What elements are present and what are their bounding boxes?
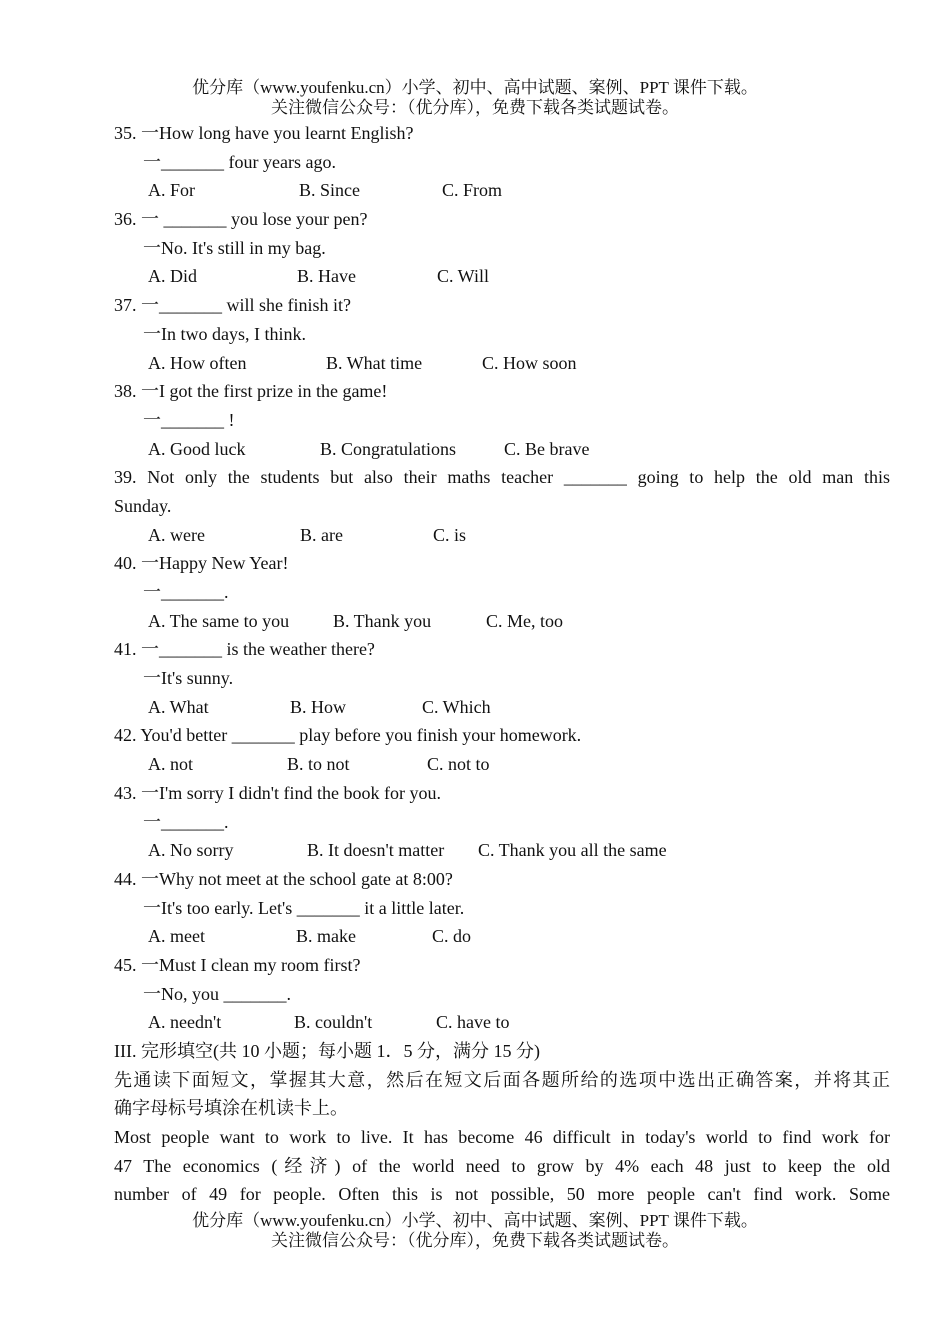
question-36 bbox=[114, 205, 890, 291]
option-c: C. Which bbox=[422, 696, 491, 717]
option-b: B. make bbox=[296, 926, 356, 947]
option-b: B. Since bbox=[299, 180, 360, 201]
question-42 bbox=[114, 721, 890, 778]
options-row bbox=[114, 693, 890, 722]
passage-line-3: number of 49 for people. Often this is not possible, 50 more people can't find work. Some bbox=[114, 1184, 890, 1205]
option-b: B. couldn't bbox=[294, 1012, 373, 1033]
option-b: B. Have bbox=[297, 266, 356, 287]
question-text: 43. 一I'm sorry I didn't find the book for you. bbox=[114, 782, 441, 803]
option-a: A. What bbox=[148, 696, 209, 717]
question-35 bbox=[114, 119, 890, 205]
answer-line: 一It's sunny. bbox=[143, 668, 234, 689]
option-b: B. It doesn't matter bbox=[307, 840, 445, 861]
option-c: C. not to bbox=[427, 754, 490, 775]
options-row bbox=[114, 176, 890, 205]
options-row bbox=[114, 435, 890, 464]
answer-line: 一_______. bbox=[143, 582, 229, 602]
option-a: A. needn't bbox=[148, 1012, 222, 1033]
option-a: A. No sorry bbox=[148, 840, 234, 861]
options-row bbox=[114, 750, 890, 779]
option-a: A. not bbox=[148, 754, 193, 775]
question-text-continued: Sunday. bbox=[114, 495, 172, 516]
passage-line-2: 47 The economics (经济) of the world need to grow by 4% each 48 just to keep the old bbox=[114, 1155, 890, 1176]
options-row bbox=[114, 349, 890, 378]
option-c: C. is bbox=[433, 524, 467, 545]
question-44 bbox=[114, 865, 890, 951]
option-a: A. The same to you bbox=[148, 610, 290, 631]
answer-line: 一No, you _______. bbox=[143, 983, 291, 1004]
question-41 bbox=[114, 635, 890, 721]
option-a: A. Did bbox=[148, 266, 197, 287]
options-row bbox=[114, 521, 890, 550]
question-text: 44. 一Why not meet at the school gate at 8:00? bbox=[114, 868, 453, 889]
passage-line-1: Most people want to work to live. It has become 46 difficult in today's world to find work for bbox=[114, 1127, 890, 1148]
question-43 bbox=[114, 779, 890, 865]
answer-line: 一In two days, I think. bbox=[143, 323, 306, 344]
option-b: B. What time bbox=[326, 352, 423, 373]
question-text: 37. 一_______ will she finish it? bbox=[114, 295, 351, 316]
answer-line: 一It's too early. Let's _______ it a little later. bbox=[143, 897, 465, 918]
option-a: A. For bbox=[148, 180, 196, 201]
option-c: C. Me, too bbox=[486, 610, 564, 631]
header-line-1: 优分库（www.youfenku.cn）小学、初中、高中试题、案例、PPT 课件下载。 bbox=[192, 78, 758, 97]
question-text: 45. 一Must I clean my room first? bbox=[114, 954, 361, 975]
option-c: C. Will bbox=[437, 266, 489, 287]
header-line-2: 关注微信公众号：（优分库），免费下载各类试题试卷。 bbox=[271, 98, 679, 117]
question-content bbox=[114, 119, 890, 1209]
option-a: A. meet bbox=[148, 926, 205, 947]
options-row bbox=[114, 1008, 890, 1037]
page-header bbox=[0, 78, 950, 118]
footer-line-1: 优分库（www.youfenku.cn）小学、初中、高中试题、案例、PPT 课件下载。 bbox=[192, 1211, 758, 1230]
answer-line: 一No. It's still in my bag. bbox=[143, 237, 326, 258]
question-text: 42. You'd better _______ play before you finish your homework. bbox=[114, 725, 582, 746]
options-row bbox=[114, 922, 890, 951]
question-45 bbox=[114, 951, 890, 1037]
question-text: 35. 一How long have you learnt English? bbox=[114, 123, 414, 143]
section-instructions-continued: 确字母标号填涂在机读卡上。 bbox=[114, 1098, 348, 1119]
option-b: B. Congratulations bbox=[320, 438, 456, 459]
question-38 bbox=[114, 377, 890, 463]
option-b: B. are bbox=[300, 524, 343, 545]
option-c: C. have to bbox=[436, 1012, 510, 1033]
option-c: C. Be brave bbox=[504, 438, 590, 459]
option-c: C. do bbox=[432, 926, 472, 947]
option-c: C. Thank you all the same bbox=[478, 840, 667, 861]
options-row bbox=[114, 262, 890, 291]
question-text: 39. Not only the students but also their maths teacher _______ going to help the old man this bbox=[114, 467, 890, 488]
option-c: C. From bbox=[442, 180, 503, 201]
question-text: 40. 一Happy New Year! bbox=[114, 553, 289, 574]
question-39 bbox=[114, 463, 890, 549]
page-footer bbox=[0, 1211, 950, 1251]
question-40 bbox=[114, 549, 890, 635]
answer-line: 一_______ ! bbox=[143, 409, 235, 430]
footer-line-2: 关注微信公众号：（优分库），免费下载各类试题试卷。 bbox=[271, 1231, 679, 1250]
options-row bbox=[114, 607, 890, 636]
section-instructions: 先通读下面短文，掌握其大意，然后在短文后面各题所给的选项中选出正确答案，并将其正 bbox=[114, 1069, 890, 1090]
option-a: A. How often bbox=[148, 352, 247, 373]
option-b: B. to not bbox=[287, 754, 350, 775]
section-3 bbox=[114, 1037, 890, 1209]
answer-line: 一_______ four years ago. bbox=[143, 151, 336, 172]
option-c: C. How soon bbox=[482, 352, 577, 373]
option-b: B. How bbox=[290, 696, 347, 717]
section-title: III. 完形填空(共 10 小题；每小题 1．5 分，满分 15 分) bbox=[114, 1041, 540, 1061]
option-a: A. Good luck bbox=[148, 438, 246, 459]
question-text: 36. 一 _______ you lose your pen? bbox=[114, 209, 368, 230]
options-row bbox=[114, 836, 890, 865]
question-text: 41. 一_______ is the weather there? bbox=[114, 639, 375, 660]
option-b: B. Thank you bbox=[333, 610, 432, 631]
answer-line: 一_______. bbox=[143, 811, 229, 832]
question-text: 38. 一I got the first prize in the game! bbox=[114, 381, 388, 402]
question-37 bbox=[114, 291, 890, 377]
option-a: A. were bbox=[148, 524, 205, 545]
